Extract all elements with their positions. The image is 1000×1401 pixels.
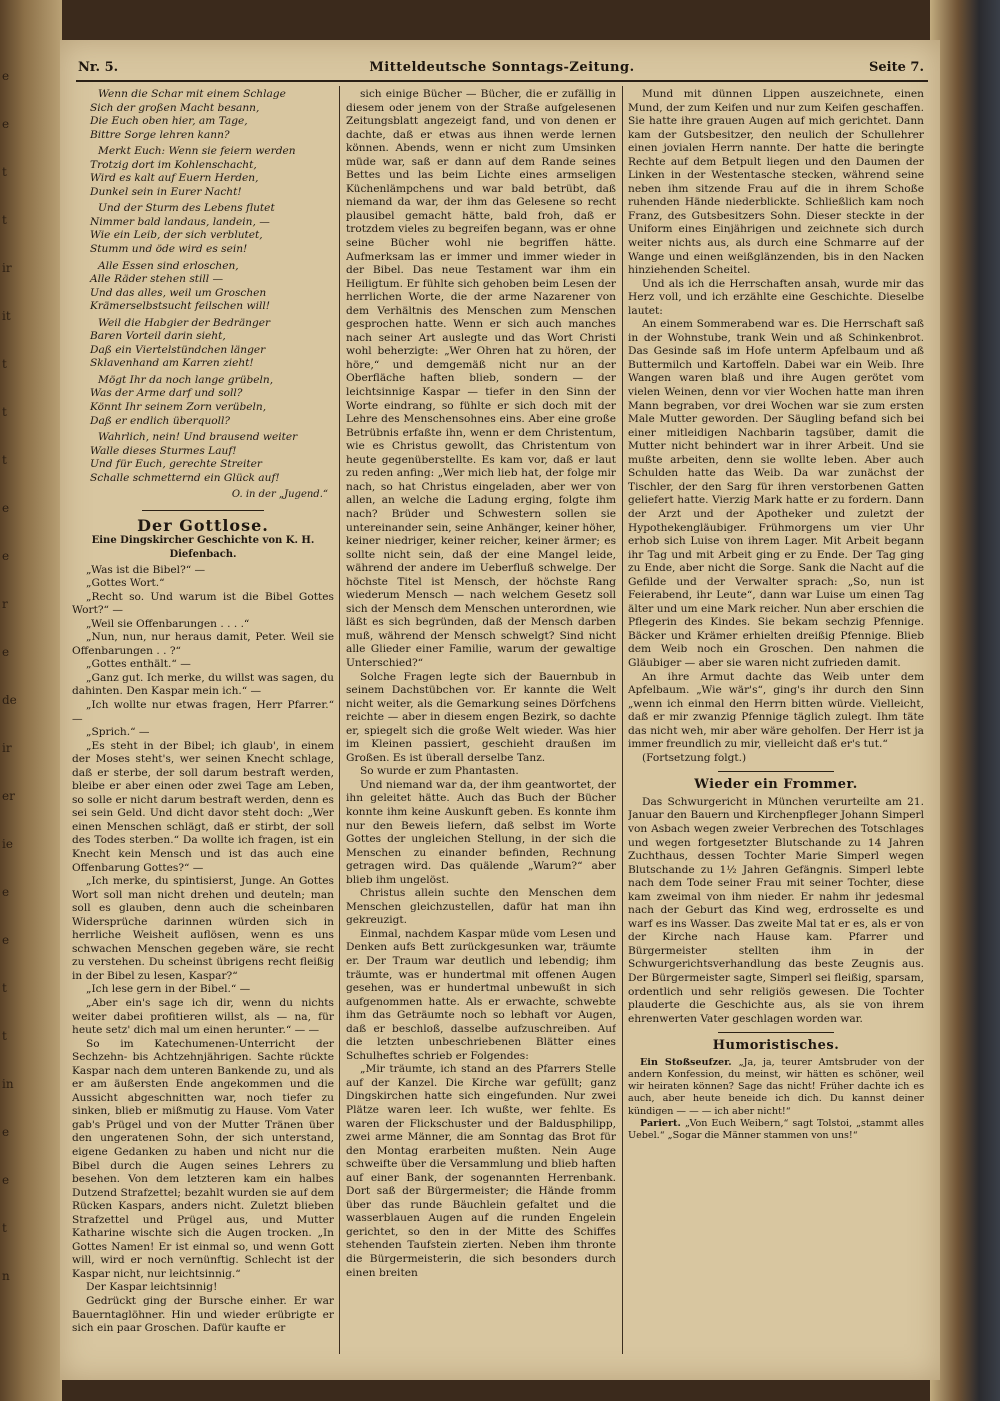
spine-text-fragment: e	[2, 933, 10, 947]
poem-line: Könnt Ihr seinem Zorn verübeln,	[90, 401, 267, 414]
poem-line: Sich der großen Macht besann,	[90, 101, 260, 114]
paragraph: „Gottes Wort.“	[86, 577, 165, 590]
paragraph: Der Kaspar leichtsinnig!	[86, 1281, 218, 1294]
spine-text-fragment: ir	[2, 741, 12, 755]
spine-text-fragment: it	[2, 309, 11, 323]
poem-line: Was der Arme darf und soll?	[90, 387, 243, 400]
poem-line: Und das alles, weil um Groschen	[90, 286, 267, 299]
poem-line: Wie ein Leib, der sich verblutet,	[90, 229, 263, 242]
spine-text-fragment: e	[2, 69, 10, 83]
poem-stanza	[72, 431, 334, 485]
humor-item-text: „Von Euch Weibern,“ sagt Tolstoi, „stammt alles Uebel.“ „Sogar die Männer stammen von uns!“	[628, 1117, 924, 1141]
paragraph: Einmal, nachdem Kaspar müde vom Lesen und Denken aufs Bett zurückgesunken war, träumte er. Der Traum war deutlich und lebendig; ihm träumte, was er hundertmal mit offenen Augen gesehen, was er hundertmal unbewußt in sich aufgenommen hatte. Als er erwachte, schwebte ihm das Geträumte noch so lebhaft vor Augen, daß er beschloß, dasselbe aufzuschreiben. Auf die letzten unbeschriebenen Blätter eines Schulheftes schrieb er Folgendes:	[346, 927, 616, 1062]
paragraph: „Ich wollte nur etwas fragen, Herr Pfarrer.“ —	[72, 698, 334, 725]
news-title: Wieder ein Frommer.	[694, 777, 858, 793]
paragraph: „Sprich.“ —	[86, 726, 150, 739]
paragraph: „Mir träumte, ich stand an des Pfarrers Stelle auf der Kanzel. Die Kirche war gefüllt; ganz Dingskirchen hatte sich eingefunden. Nur zwei Plätze waren leer. Ich wußte, wer fehlte. Es waren der Flickschuster und der Baldusphilipp, zwei arme Männer, die am Sonntag das Brot für den Montag erarbeiten mußten. Nein Auge schweifte über die Versammlung und blieb haften auf einer Bank, der sogenannten Herrenbank. Dort saß der Bürgermeister; die Hände fromm über das runde Bäuchlein gefaltet und die wasserblauen Augen auf die runden Engelein gerichtet, so den in der Mitte des Schiffes stehenden Taufstein zierten. Neben ihm thronte die Bürgermeisterin, die sich besonders durch einen breiten	[346, 1063, 616, 1279]
humor-section	[628, 1057, 924, 1142]
poem-line: Nimmer bald landaus, landein, —	[90, 215, 270, 228]
poem-line: Und der Sturm des Lebens flutet	[98, 202, 275, 215]
humor-item-head: Ein Stoßseufzer.	[640, 1056, 739, 1068]
poem-signature: O. in der „Jugend.“	[231, 489, 328, 501]
humor-title: Humoristisches.	[712, 1038, 840, 1054]
book-spine	[0, 0, 62, 1401]
poem-line: Alle Räder stehen still —	[90, 273, 224, 286]
paragraph: Solche Fragen legte sich der Bauernbub in seinem Dachstübchen vor. Er kannte die Welt nicht weiter, als die Gemarkung seines Dörfchens reichte — aber in diesem engen Bezirk, so dachte er, spiegelt sich die große Welt wieder. Was hier im Kleinen passiert, geschieht draußen im Großen. Es ist überall derselbe Tanz.	[346, 670, 616, 764]
story-title: Der Gottlose.	[137, 515, 269, 535]
spine-text-fragment: e	[2, 117, 10, 131]
newspaper-name: Mitteldeutsche Sonntags-Zeitung.	[369, 60, 635, 75]
spine-text-fragment: t	[2, 1029, 7, 1043]
book-edge	[930, 0, 1000, 1401]
poem-stanza	[72, 374, 334, 428]
column-rule	[339, 86, 340, 1354]
poem-line: Dunkel sein in Eurer Nacht!	[90, 185, 242, 198]
humor-item-head: Pariert.	[640, 1117, 686, 1129]
poem-stanza	[72, 145, 334, 199]
column-1	[72, 88, 334, 1356]
divider	[718, 771, 834, 772]
paragraph: An ihre Armut dachte das Weib unter dem Apfelbaum. „Wie wär's“, ging's ihr durch den Sinn „wenn ich einmal den Herrn bitten würde. Vielleicht, daß er mir zwanzig Pfennige täglich zulegt. Ihm täte das nicht weh, mir aber wäre geholfen. Der Herr ist ja immer freundlich zu mir, vielleicht daß er's tut.“	[628, 670, 924, 751]
spine-text-fragment: er	[2, 789, 15, 803]
spine-text-fragment: t	[2, 213, 7, 227]
poem-stanza	[72, 202, 334, 256]
issue-number: Nr. 5.	[78, 60, 119, 75]
spine-text-fragment: ir	[2, 261, 12, 275]
poem-line: Schalle schmetternd ein Glück auf!	[90, 471, 280, 484]
paragraph: „Nun, nun, nur heraus damit, Peter. Weil sie Offenbarungen . . ?“	[72, 631, 334, 657]
page-number: Seite 7.	[869, 60, 924, 75]
paragraph: „Ich merke, du spintisierst, Junge. An Gottes Wort soll man nicht drehen und deuteln; man soll es glauben, denn auch die scheinbaren Widersprüche darinnen würden sich in herrliche Weisheit auflösen, wenn es uns schwachen Menschen gegeben wäre, sie recht zu verstehen. Du scheinst übrigens recht fleißig in der Bibel zu lesen, Kaspar?“	[72, 875, 334, 982]
spine-text-fragment: t	[2, 453, 7, 467]
poem-line: Wahrlich, nein! Und brausend weiter	[98, 431, 298, 444]
paragraph: Und als ich die Herrschaften ansah, wurde mir das Herz voll, und ich erzählte eine Geschichte. Dieselbe lautet:	[628, 277, 924, 317]
spine-text-fragment: t	[2, 165, 7, 179]
poem-line: Sklavenhand am Karren zieht!	[90, 357, 254, 370]
poem-line: Merkt Euch: Wenn sie feiern werden	[98, 145, 296, 158]
spine-text-fragment: n	[2, 1269, 10, 1283]
poem-line: Stumm und öde wird es sein!	[90, 243, 248, 256]
paragraph: „Gottes enthält.“ —	[86, 658, 191, 671]
spine-text-fragment: e	[2, 645, 10, 659]
paragraph: sich einige Bücher — Bücher, die er zufällig in diesem oder jenem von der Straße aufgelesenen Zeitungsblatt angezeigt fand, und von denen er dachte, daß er etwas aus ihnen werde lernen können. Abends, wenn er nicht zum Umsinken müde war, saß er dann auf dem Rande seines Bettes und las beim Lichte eines armseligen Küchenlämpchens und war bald betrübt, daß niemand da war, der ihm das Gelesene so recht plausibel gemacht hätte, bald froh, daß er trotzdem vieles zu begreifen begann, was er ohne seine Bücher wohl nie begriffen hätte. Aufmerksam las er immer und immer wieder in der Bibel. Das neue Testament war ihm ein Heiligtum. Er fühlte sich gehoben beim Lesen der herrlichen Worte, die der arme Nazarener von dem Verhältnis des Menschen zum Menschen gesprochen hatte. Wenn er sich auch manches nach seiner Art auslegte und das Wort Christi wohl beherzigte: „Wer Ohren hat zu hören, der höre,“ und demgemäß nicht nur an der Oberfläche haften blieb, sondern — der leichtsinnige Kaspar — tiefer in den Sinn der Worte eindrang, so fühlte er sich doch mit der Lehre des Menschensohnes eins. Aber eine große Betrübnis erfaßte ihn, wenn er dem Christentum, wie es Christus gewollt, das Christentum von heute gegenüberstellte. Es kam vor, daß er laut zu reden anfing: „Wer mich lieb hat, der folge mir nach, so hat Christus eingeladen, aber wer von allen, an welche die Ladung erging, folgte ihm nach? Brüder und Schwestern sollen sie untereinander sein, seine Anhänger, keiner höher, keiner niedriger, keiner reicher, keiner ärmer; es sollte nicht sein, daß der eine Mangel leide, während der andere im Ueberfluß schwelge. Der höchste Titel ist Mensch, der höchste Rang wiederum Mensch — nach welchem Gesetz soll sich der Mensch dem Menschen unterordnen, wie läßt es sich begründen, daß der Mensch darben muß, während der Mensch schwelgt? Sind nicht alle Glieder einer Familie, warum der gewaltige Unterschied?“	[346, 88, 616, 669]
poem-line: Baren Vorteil darin sieht,	[90, 330, 226, 343]
paragraph: So wurde er zum Phantasten.	[360, 765, 519, 778]
paragraph: Mund mit dünnen Lippen auszeichnete, einen Mund, der zum Keifen und nur zum Keifen geschaffen. Sie hatte ihre grauen Augen auf mich gerichtet. Dann kam der Gutsbesitzer, den neulich der Schullehrer einen jovialen Herrn nannte. Der hatte die beringte Rechte auf dem Betpult liegen und den Daumen der Linken in der Westentasche stecken, während seine neben ihm sitzende Frau auf die in ihrem Schoße ruhenden Hände niederblickte. Schließlich kam noch Franz, des Gutsbesitzers Sohn. Dieser steckte in der Uniform eines Einjährigen und zeichnete sich durch weiter nichts aus, als durch eine Schmarre auf der Wange und einen weißglänzenden, bis in den Nacken hinziehenden Scheitel.	[628, 88, 924, 277]
newspaper-page	[60, 40, 940, 1380]
story-text	[72, 564, 334, 1336]
poem-line: Krämerselbstsucht feilschen will!	[90, 300, 270, 313]
paragraph: „Weil sie Offenbarungen . . . .“	[86, 617, 250, 630]
poem-line: Wird es kalt auf Euern Herden,	[90, 172, 259, 185]
paragraph: „Ganz gut. Ich merke, du willst was sagen, du dahinten. Den Kaspar mein ich.“ —	[72, 671, 334, 698]
paragraph: „Aber ein's sage ich dir, wenn du nichts weiter dabei profitieren willst, als — na, für heute setz' dich mal um einen herunter.“ — —	[72, 997, 334, 1037]
poem-line: Alle Essen sind erloschen,	[98, 259, 239, 272]
divider	[142, 510, 264, 511]
poem-line: Weil die Habgier der Bedränger	[98, 316, 271, 329]
spine-text-fragment: e	[2, 501, 10, 515]
humor-item	[628, 1057, 924, 1118]
spine-text-fragment: t	[2, 357, 7, 371]
spine-text-fragment: t	[2, 1221, 7, 1235]
spine-text-fragment: e	[2, 1125, 10, 1139]
spine-text-fragment: t	[2, 405, 7, 419]
paragraph: „Es steht in der Bibel; ich glaub', in einem der Moses steht's, wer seinen Knecht schlage, daß er sterbe, der soll darum bestraft werden, bleibe er aber einen oder zwei Tage am Leben, so solle er nicht darum bestraft werden, denn es sei sein Geld. Und dicht davor steht doch: „Wer einen Menschen schlägt, daß er stirbt, der soll des Todes sterben.“ Da wollte ich fragen, ist ein Knecht kein Mensch und ist das auch eine Offenbarung Gottes?“ —	[72, 739, 334, 874]
poem-stanza	[72, 317, 334, 371]
spine-text-fragment: r	[2, 597, 8, 611]
humor-item	[628, 1118, 924, 1142]
poem-line: Daß er endlich überquoll?	[90, 414, 231, 427]
story-text	[346, 88, 616, 1280]
divider	[718, 1032, 834, 1033]
paragraph: „Recht so. Und warum ist die Bibel Gottes Wort?“ —	[72, 590, 334, 617]
paragraph: (Fortsetzung folgt.)	[642, 751, 747, 764]
news-text: Das Schwurgericht in München verurteilte am 21. Januar den Bauern und Kirchenpfleger Johann Simperl von Asbach wegen zweier Verbrechen des Totschlages und wegen fortgesetzter Blutschande zu 14 Jahren Zuchthaus, dessen Tochter Marie Simperl wegen Blutschande zu 1½ Jahren Gefängnis. Simperl lebte nach dem Tode seiner Frau mit seiner Tochter, diese kam zweimal von ihm nieder. Er nahm ihr jedesmal nach der Geburt das Kind weg, erdrosselte es und warf es ins Wasser. Das zweite Mal tat er es, als er von der Kirche nach Hause kam. Pfarrer und Bürgermeister stellten ihm in der Schwurgerichtsverhandlung das beste Zeugnis aus. Der Bürgermeister sagte, Simperl sei fleißig, sparsam, ordentlich und sehr religiös gewesen. Die Tochter plauderte die Geschichte aus, als sie von ihrem ehrenwerten Vater geschlagen worden war.	[628, 795, 924, 1025]
poem-stanza	[72, 88, 334, 142]
poem-stanza	[72, 260, 334, 314]
column-2	[346, 88, 616, 1356]
paragraph: „Was ist die Bibel?“ —	[86, 563, 206, 576]
spine-text-fragment: ie	[2, 837, 13, 851]
spine-text-fragment: e	[2, 1173, 10, 1187]
column-3	[628, 88, 924, 1356]
poem-line: Walle dieses Sturmes Lauf!	[90, 444, 237, 457]
poem-line: Und für Euch, gerechte Streiter	[90, 458, 262, 471]
spine-text-fragment: in	[2, 1077, 14, 1091]
column-rule	[622, 86, 623, 1354]
paragraph: So im Katechumenen-Unterricht der Sechzehn- bis Achtzehnjährigen. Sachte rückte Kaspar nach dem unteren Bankende zu, und als er am äußersten Ende angekommen und die Aussicht abgeschnitten war, noch tiefer zu sinken, blieb er mißmutig zu Hause. Vom Vater gab's Prügel und von der Mutter Tränen über den ungeratenen Sohn, der sich unterstand, eigene Gedanken zu haben und nicht nur die Bibel durch die Augen seines Lehrers zu besehen. Von dem letzteren kam ein halbes Dutzend Strafzettel; bezahlt wurden sie auf dem Rücken Kaspars, anders nicht. Zuletzt blieben Strafzettel und Prügel aus, und Mutter Katharine wischte sich die Augen trocken. „In Gottes Namen! Er ist einmal so, und wenn Gott will, wird er noch vernünftig. Schlecht ist der Kaspar nicht, nur leichtsinnig.“	[72, 1037, 334, 1280]
paragraph: „Ich lese gern in der Bibel.“ —	[86, 983, 251, 996]
poem-line: Trotzig dort im Kohlenschacht,	[90, 158, 257, 171]
humor-item-text: „Ja, ja, teurer Amtsbruder von der andern Konfession, du meinst, wir hätten es schöner, weil wir heiraten können? Sage das nicht! Früher dachte ich es auch, aber heute beneide ich dich. Du kannst deiner kündigen — — — ich aber nicht!“	[628, 1056, 924, 1117]
spine-text-fragment: de	[2, 693, 17, 707]
spine-text-fragment: e	[2, 549, 10, 563]
paragraph: Und niemand war da, der ihm geantwortet, der ihn geleitet hätte. Auch das Buch der Bücher konnte ihm keine Auskunft geben. Es konnte ihm nur den Beweis liefern, daß selbst im Worte Gottes der ungleichen Stellung, in der sich die Menschen zu einander befinden, Rechnung getragen wird. Das quälende „Warum?“ aber blieb ihm ungelöst.	[346, 778, 616, 886]
spine-text-fragment: t	[2, 981, 7, 995]
page-header	[76, 58, 928, 82]
poem-line: Wenn die Schar mit einem Schlage	[98, 88, 286, 100]
paragraph: Gedrückt ging der Bursche einher. Er war Bauerntaglöhner. Hin und wieder erübrigte er sich ein paar Groschen. Dafür kaufte er	[72, 1295, 334, 1335]
story-text	[628, 88, 924, 765]
poem-line: Bittre Sorge lehren kann?	[90, 128, 230, 141]
poem-line: Mögt Ihr da noch lange grübeln,	[98, 373, 274, 386]
story-subtitle: Eine Dingskircher Geschichte von K. H. Diefenbach.	[91, 535, 315, 560]
poem	[72, 88, 334, 485]
spine-text-fragment: e	[2, 885, 10, 899]
poem-line: Daß ein Viertelstündchen länger	[90, 343, 266, 356]
poem-line: Die Euch oben hier, am Tage,	[90, 115, 248, 128]
paragraph: An einem Sommerabend war es. Die Herrschaft saß in der Wohnstube, trank Wein und aß Schinkenbrot. Das Gesinde saß im Hofe unterm Apfelbaum und aß Buttermilch und Kartoffeln. Dabei war ein Weib. Ihre Wangen waren blaß und ihre Augen gerötet vom vielen Weinen, denn vor vier Wochen hatte man ihren Mann begraben, vor drei Wochen war sie zum ersten Male Mutter geworden. Der Säugling befand sich bei einer mitleidigen Nachbarin tagsüber, damit die Mutter nicht behindert war in ihrer Arbeit. Und sie mußte arbeiten, denn sie wollte leben. Aber auch Schulden hatte das Weib. Da war zunächst der Tischler, der den Sarg für ihren verstorbenen Gatten geliefert hatte. Vierzig Mark hatte er zu fordern. Dann der Arzt und der Apotheker und zuletzt der Hypothekengläubiger. Frühmorgens um vier Uhr erhob sich Luise von ihrem Lager. Mit Arbeit begann ihr Tag und mit Arbeit ging er zu Ende. Der Tag ging zu Ende, aber nicht die Sorge. Sank die Nacht auf die Gefilde und der Verwalter sprach: „So, nun ist Feierabend, ihr Leute“, dann war Luise um einen Tag älter und um eine Mark reicher. Nun aber erschien die Pflegerin des Kindes. Sie bekam sechzig Pfennige. Bäcker und Krämer erhielten dreißig Pfennige. Blieb dem Weib noch ein Groschen. Den nahmen die Gläubiger — aber sie waren nicht zufrieden damit.	[628, 318, 924, 669]
paragraph: Christus allein suchte den Menschen dem Menschen gleichzustellen, dafür hat man ihn gekreuzigt.	[346, 887, 616, 927]
